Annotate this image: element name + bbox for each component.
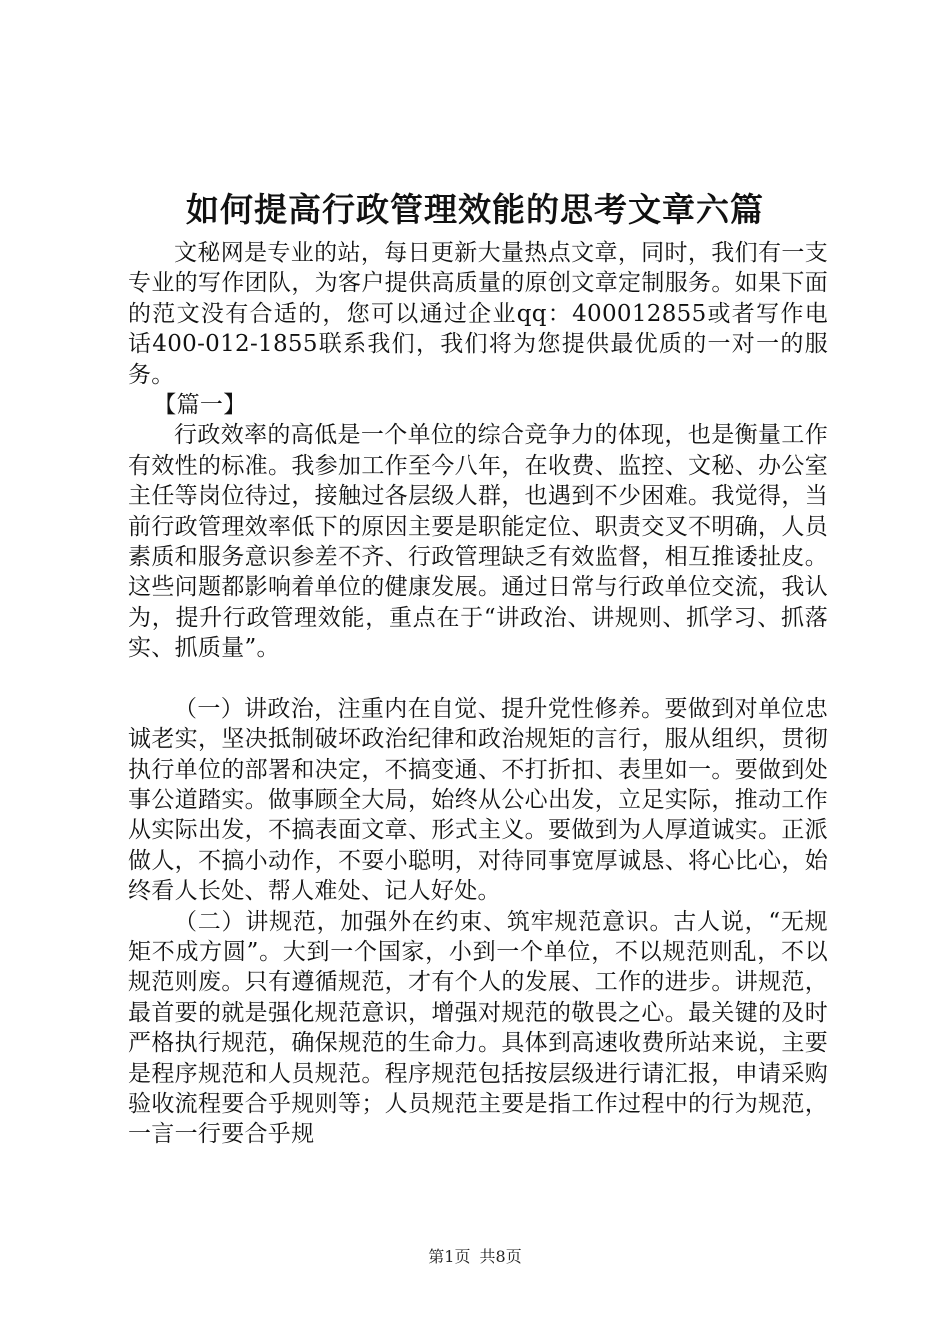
section-heading: 【篇一】 xyxy=(153,392,247,419)
intro-paragraph: 文秘网是专业的站，每日更新大量热点文章，同时，我们有一支专业的写作团队，为客户提供高质量的原创文章定制服务。如果下面的范文没有合适的，您可以通过企业qq：400012855或者写作电话400-012-1855联系我们，我们将为您提供最优质的一对一的服务。 xyxy=(128,240,828,388)
body-paragraph-2: （一）讲政治，注重内在自觉、提升党性修养。要做到对单位忠诚老实，坚决抵制破坏政治纪律和政治规矩的言行，服从组织，贯彻执行单位的部署和决定，不搞变通、不打折扣、表里如一。要做到处事公道踏实。做事顾全大局，始终从公心出发，立足实际，推动工作从实际出发，不搞表面文章、形式主义。要做到为人厚道诚实。正派做人，不搞小动作，不耍小聪明，对待同事宽厚诚恳、将心比心，始终看人长处、帮人难处、记人好处。 xyxy=(128,695,828,905)
paragraph-gap xyxy=(128,664,828,694)
document-body xyxy=(128,238,828,1150)
body-paragraph-1: 行政效率的高低是一个单位的综合竞争力的体现，也是衡量工作有效性的标准。我参加工作至今八年，在收费、监控、文秘、办公室主任等岗位待过，接触过各层级人群，也遇到不少困难。我觉得，当前行政管理效率低下的原因主要是职能定位、职责交叉不明确，人员素质和服务意识参差不齐、行政管理缺乏有效监督，相互推诿扯皮。这些问题都影响着单位的健康发展。通过日常与行政单位交流，我认为，提升行政管理效能，重点在于“讲政治、讲规则、抓学习、抓落实、抓质量”。 xyxy=(128,422,828,662)
document-title: 如何提高行政管理效能的思考文章六篇 xyxy=(186,190,764,229)
page-footer xyxy=(0,1247,950,1267)
body-paragraph-3: （二）讲规范，加强外在约束、筑牢规范意识。古人说，“无规矩不成方圆”。大到一个国家，小到一个单位，不以规范则乱，不以规范则废。只有遵循规范，才有个人的发展、工作的进步。讲规范，最首要的就是强化规范意识，增强对规范的敬畏之心。最关键的及时严格执行规范，确保规范的生命力。具体到高速收费所站来说，主要是程序规范和人员规范。程序规范包括按层级进行请汇报，申请采购验收流程要合乎规则等；人员规范主要是指工作过程中的行为规范，一言一行要合乎规 xyxy=(128,908,828,1148)
page-total: 共8页 xyxy=(479,1247,522,1266)
page-number: 第1页 xyxy=(428,1247,471,1266)
